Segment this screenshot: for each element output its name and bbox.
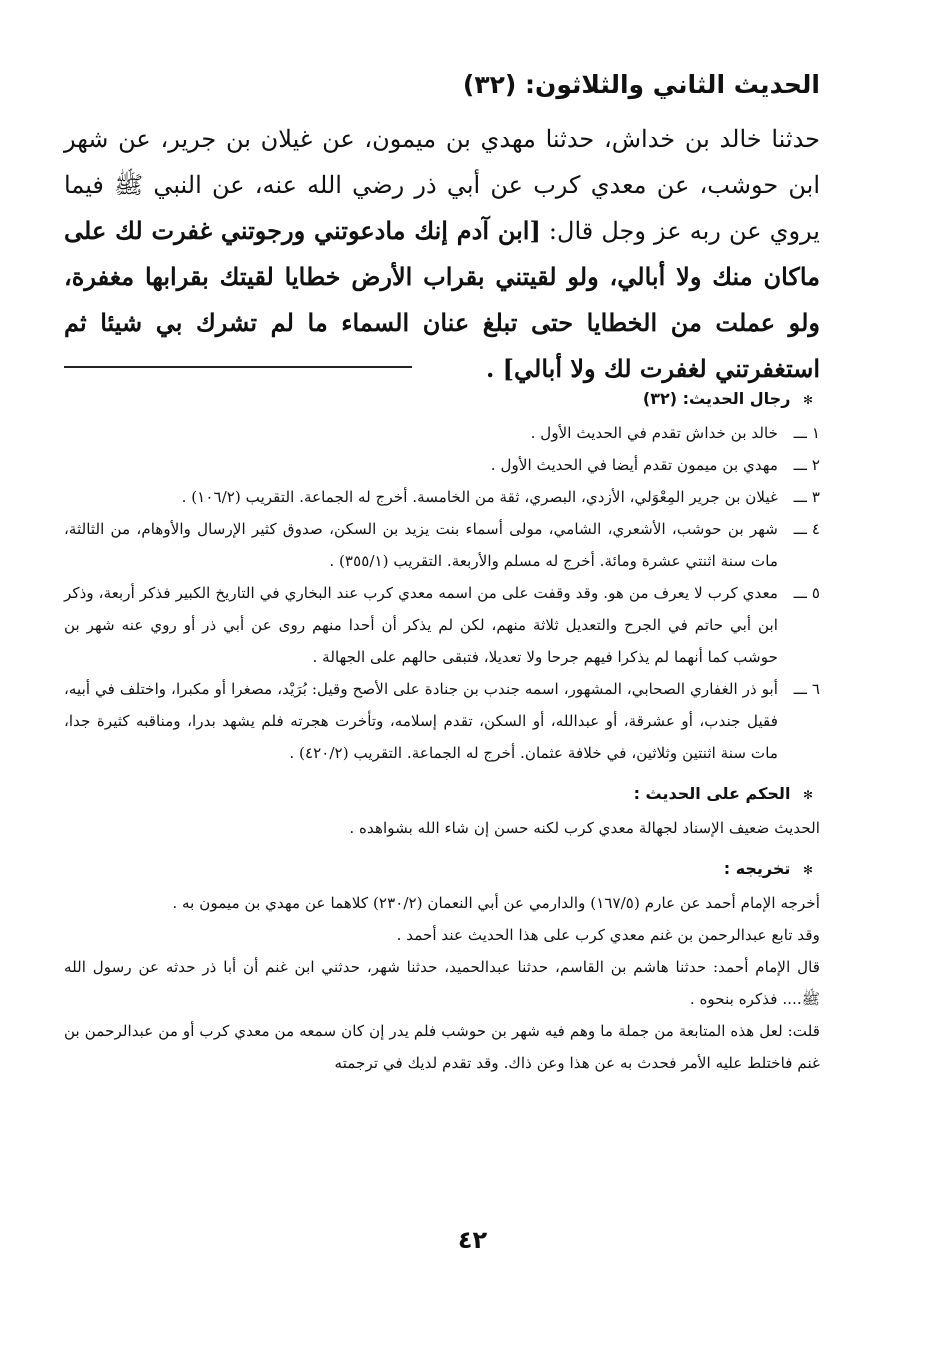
asterisk-icon: ✻ <box>802 863 814 877</box>
item-number: ٦ ـــ <box>793 680 820 698</box>
item-number: ٥ ـــ <box>793 584 820 602</box>
item-text: معدي كرب لا يعرف من هو. وقد وقفت على من اسمه معدي كرب عند البخاري في التاريخ الكبير فذكر أربعة، وذكر ابن أبي حاتم في الجرح والتعديل ثلاثة منهم، لكن لم يذكر أن أحدا منهم روى عن أبي ذر أو روي عنه شهر بن حوشب كما أنهما لم يذكرا فيهم جرحا ولا تعديلا، فتبقى حالهم على الجهالة . <box>64 584 778 666</box>
document-page <box>64 62 820 1342</box>
footnote-divider <box>64 366 412 368</box>
rijal-item <box>64 417 820 449</box>
takhrij-heading <box>64 852 820 887</box>
hukm-heading <box>64 777 820 812</box>
hadith-text <box>64 116 820 392</box>
rijal-list <box>64 417 820 769</box>
item-number: ٣ ـــ <box>793 488 820 506</box>
takhrij-paragraph: قلت: لعل هذه المتابعة من جملة ما وهم فيه شهر بن حوشب فلم يدر إن كان سمعه من معدي كرب أو من عبدالرحمن بن غنم فاختلط عليه الأمر فحدث به عن هذا وعن ذاك. وقد تقدم لديك في ترجمته <box>64 1022 820 1072</box>
asterisk-icon: ✻ <box>802 393 814 407</box>
rijal-item <box>64 673 820 769</box>
item-number: ٢ ـــ <box>793 456 820 474</box>
rijal-heading-text: رجال الحديث: (٣٢) <box>642 389 791 408</box>
hukm-text: الحديث ضعيف الإسناد لجهالة معدي كرب لكنه حسن إن شاء الله بشواهده . <box>349 819 820 837</box>
footnotes-section <box>64 382 820 1079</box>
item-text: غيلان بن جرير المِعْوَلي، الأزدي، البصري، ثقة من الخامسة. أخرج له الجماعة. التقريب (١٠٦/٢) . <box>181 488 778 506</box>
item-number: ١ ـــ <box>793 424 820 442</box>
takhrij-paragraph: قال الإمام أحمد: حدثنا هاشم بن القاسم، حدثنا عبدالحميد، حدثنا شهر، حدثني ابن غنم أن أبا ذر حدثه عن رسول الله ﷺ.... فذكره بنحوه . <box>64 958 820 1008</box>
item-text: خالد بن خداش تقدم في الحديث الأول . <box>530 424 778 442</box>
item-text: شهر بن حوشب، الأشعري، الشامي، مولى أسماء بنت يزيد بن السكن، صدوق كثير الإرسال والأوهام، من الثالثة، مات سنة اثنتي عشرة ومائة. أخرج له مسلم والأربعة. التقريب (٣٥٥/١) . <box>64 520 778 570</box>
takhrij-paragraph: أخرجه الإمام أحمد عن عارم (١٦٧/٥) والدارمي عن أبي النعمان (٢٣٠/٢) كلاهما عن مهدي بن ميمون به . <box>172 894 820 912</box>
takhrij-paragraph: وقد تابع عبدالرحمن بن غنم معدي كرب على هذا الحديث عند أحمد . <box>396 926 820 944</box>
rijal-item <box>64 481 820 513</box>
asterisk-icon: ✻ <box>802 788 814 802</box>
takhrij-heading-text: تخريجه : <box>723 859 791 878</box>
rijal-item <box>64 449 820 481</box>
rijal-item <box>64 577 820 673</box>
hadith-matn: [ابن آدم إنك مادعوتني ورجوتني غفرت لك على ماكان منك ولا أبالي، ولو لقيتني بقراب الأرض خطايا لقيتك بقرابها مغفرة، ولو عملت من الخطايا حتى تبلغ عنان السماء ما لم تشرك بي شيئا ثم استغفرتني لغفرت لك ولا أبالي] . <box>64 216 820 383</box>
hadith-isnad: حدثنا خالد بن خداش، حدثنا مهدي بن ميمون، عن غيلان بن جرير، عن شهر ابن حوشب، عن معدي كرب عن أبي ذر رضي الله عنه، عن النبي ﷺ فيما يروي عن ربه عز وجل قال: <box>64 125 821 245</box>
rijal-item <box>64 513 820 577</box>
item-number: ٤ ـــ <box>793 520 820 538</box>
hukm-heading-text: الحكم على الحديث : <box>633 784 791 803</box>
item-text: أبو ذر الغفاري الصحابي، المشهور، اسمه جندب بن جنادة على الأصح وقيل: بُرَيْد، مصغرا أو مكبرا، واختلف في أبيه، فقيل جندب، أو عشرقة، أو عبدالله، أو السكن، تقدم إسلامه، وتأخرت هجرته فلم يشهد بدرا، ومناقبه كثيرة جدا، مات سنة اثنتين وثلاثين، في خلافة عثمان. أخرج له الجماعة. التقريب (٤٢٠/٢) . <box>64 680 778 762</box>
hadith-title: الحديث الثاني والثلاثون: (٣٢) <box>462 70 820 99</box>
page-number: ٤٢ <box>457 1226 488 1254</box>
rijal-heading <box>64 382 820 417</box>
item-text: مهدي بن ميمون تقدم أيضا في الحديث الأول . <box>490 456 778 474</box>
